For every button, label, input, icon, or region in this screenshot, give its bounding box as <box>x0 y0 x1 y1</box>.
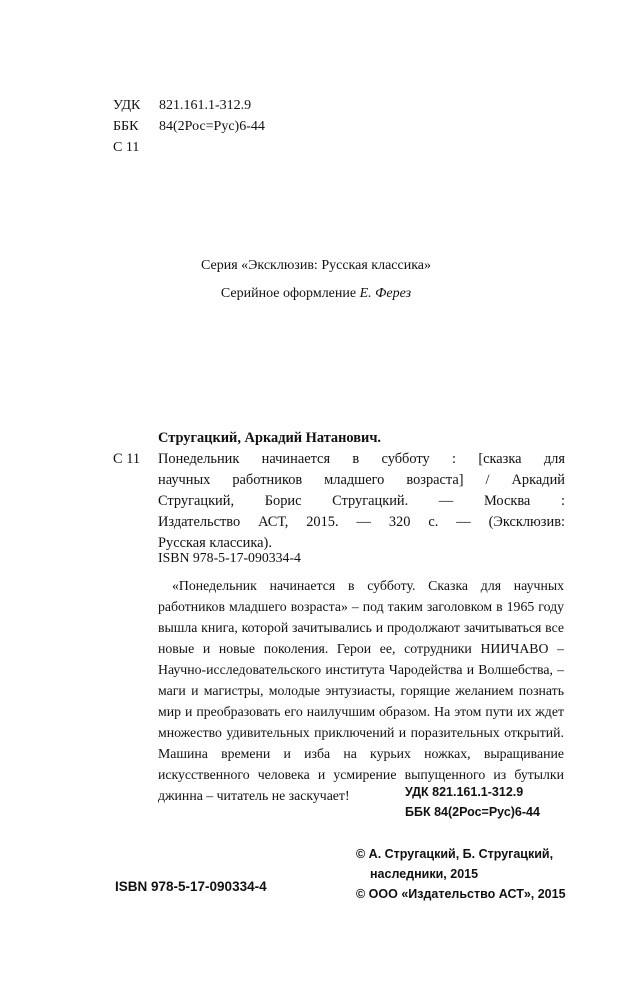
series-title: Серия «Эксклюзив: Русская классика» <box>200 258 431 273</box>
bbk-code-right: ББК 84(2Рос=Рус)6-44 <box>405 805 540 819</box>
author-mark-row <box>113 137 265 158</box>
bibliographic-record <box>113 428 565 554</box>
annotation-text: «Понедельник начинается в субботу. Сказка для научных работников младшего возраста» – под таким заголовком в 1965 году вышла книга, которой зачитывались и продолжают зачитываться все новые и новые поколения. Герои ее, сотрудники НИИЧАВО – Научно-исследовательского института Чародейства и Волшебства, – маги и магистры, молодые энтузиасты, горящие желанием познать мир и преобразовать его наилучшим образом. На этом пути их ждет множество удивительных приключений и поразительных открытий. Машина времени и изба на курьих ножках, выращивание искусственного человека и усмирение выпущенного из бутылки джинна – читатель не заскучает! <box>158 578 564 803</box>
record-isbn: ISBN 978-5-17-090334-4 <box>158 550 301 565</box>
record-line: Стругацкий, Борис Стругацкий. — Москва : <box>158 493 565 509</box>
udk-label: УДК <box>113 98 141 113</box>
copyright-publisher: © ООО «Издательство АСТ», 2015 <box>356 887 566 901</box>
designer-name: Е. Ферез <box>359 286 412 301</box>
copyright-authors: © А. Стругацкий, Б. Стругацкий, <box>356 847 554 861</box>
record-entry <box>113 449 565 554</box>
record-author: Стругацкий, Аркадий Натанович. <box>158 430 382 446</box>
udk-row <box>113 95 265 116</box>
bbk-row <box>113 116 265 137</box>
series-design <box>0 286 632 302</box>
udk-code-right: УДК 821.161.1-312.9 <box>405 785 524 799</box>
record-line: Издательство АСТ, 2015. — 320 с. — (Эксклюзив: <box>158 514 565 530</box>
record-description <box>158 449 565 554</box>
copyright-block <box>356 844 576 904</box>
isbn-bottom: ISBN 978-5-17-090334-4 <box>115 879 267 894</box>
record-line: Русская классика). <box>158 535 272 551</box>
udk-value: 821.161.1-312.9 <box>159 98 252 113</box>
record-line: Понедельник начинается в субботу : [сказка для <box>158 451 565 467</box>
record-class-mark: С 11 <box>113 451 141 467</box>
design-label: Серийное оформление <box>220 286 357 301</box>
record-line: научных работников младшего возраста] / Аркадий <box>158 472 565 488</box>
bbk-value: 84(2Рос=Рус)6-44 <box>159 119 265 134</box>
bbk-label: ББК <box>113 119 139 134</box>
copyright-heirs: наследники, 2015 <box>370 867 479 881</box>
classification-codes <box>113 95 265 158</box>
classification-codes-right <box>405 782 540 822</box>
author-mark: С 11 <box>113 140 140 155</box>
